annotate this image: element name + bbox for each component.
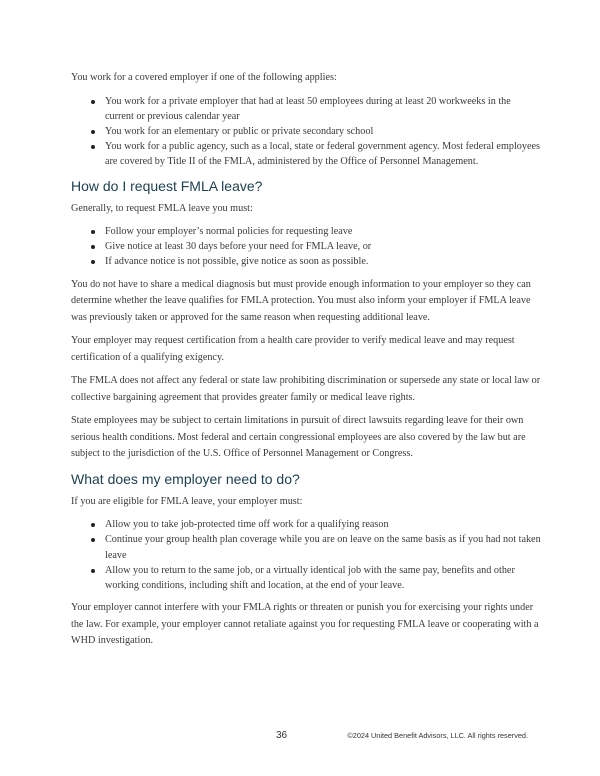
- section-heading-request-leave: How do I request FMLA leave?: [71, 177, 263, 194]
- list-item: If advance notice is not possible, give notice as soon as possible.: [71, 254, 541, 269]
- page-footer: [0, 730, 600, 744]
- employer-duties-list: [71, 517, 541, 593]
- body-paragraph: Your employer may request certification from a health care provider to verify medical leave and may request certification of a qualifying exigency.: [71, 335, 515, 363]
- page-number: 36: [276, 730, 288, 741]
- list-item: You work for an elementary or public or private secondary school: [71, 124, 541, 139]
- document-body: [71, 70, 541, 657]
- request-steps-list: [71, 224, 541, 270]
- list-item: Give notice at least 30 days before your need for FMLA leave, or: [71, 239, 541, 254]
- employer-lead-paragraph: If you are eligible for FMLA leave, your employer must:: [71, 495, 303, 507]
- covered-employer-list: [71, 94, 541, 170]
- list-item: Allow you to take job-protected time off work for a qualifying reason: [71, 517, 541, 532]
- list-item: You work for a private employer that had at least 50 employees during at least 20 workweeks in the current or previous calendar year: [71, 94, 541, 124]
- list-item: Allow you to return to the same job, or a virtually identical job with the same pay, benefits and other working conditions, including shift and location, at the end of your leave.: [71, 563, 541, 593]
- list-item: You work for a public agency, such as a local, state or federal government agency. Most federal employees are covered by Title II of the FMLA, administered by the Office of Personnel Management.: [71, 139, 541, 169]
- body-paragraph: You do not have to share a medical diagnosis but must provide enough information to your employer so they can determine whether the leave qualifies for FMLA protection. You must also inform your employer if FMLA leave was previously taken or approved for the same reason when requesting additional leave.: [71, 278, 531, 323]
- body-paragraph: The FMLA does not affect any federal or state law prohibiting discrimination or supersede any state or local law or collective bargaining agreement that provides greater family or medical leave rights.: [71, 375, 541, 403]
- closing-paragraph: Your employer cannot interfere with your FMLA rights or threaten or punish you for exercising your rights under the law. For example, your employer cannot retaliate against you for requesting FMLA leave or cooperating with a WHD investigation.: [71, 602, 539, 647]
- copyright-notice: ©2024 United Benefit Advisors, LLC. All rights reserved.: [347, 731, 528, 740]
- list-item: Follow your employer’s normal policies for requesting leave: [71, 224, 541, 239]
- intro-paragraph: You work for a covered employer if one of the following applies:: [71, 72, 337, 83]
- section-heading-employer-duties: What does my employer need to do?: [71, 470, 300, 487]
- request-lead-paragraph: Generally, to request FMLA leave you must:: [71, 202, 253, 214]
- body-paragraph: State employees may be subject to certain limitations in pursuit of direct lawsuits regarding leave for their own serious health conditions. Most federal and certain congressional employees are also covered by the law but are subject to the jurisdiction of the U.S. Office of Personnel Management or Congress.: [71, 415, 526, 460]
- list-item: Continue your group health plan coverage while you are on leave on the same basis as if you had not taken leave: [71, 532, 541, 562]
